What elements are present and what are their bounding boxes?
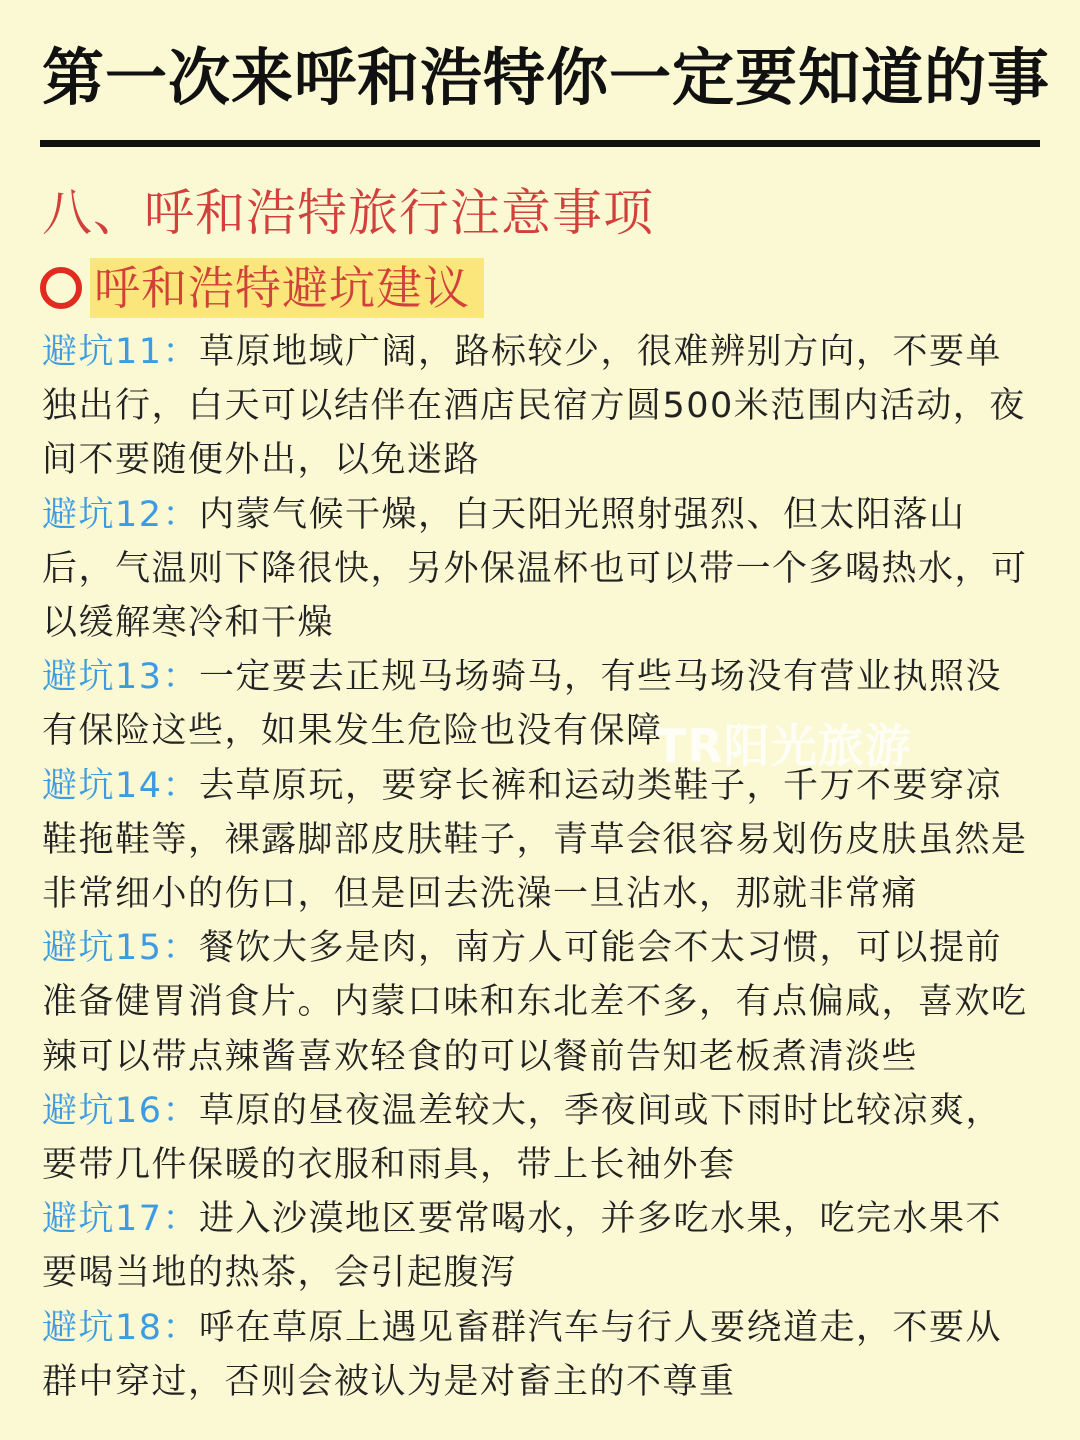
red-circle-icon xyxy=(40,267,82,309)
tip-text: 草原的昼夜温差较大，季夜间或下雨时比较凉爽，要带几件保暖的衣服和雨具，带上长袖外套 xyxy=(42,1090,1003,1186)
title-divider xyxy=(40,140,1040,147)
tip-label: 避坑15： xyxy=(42,928,200,969)
tip-text: 内蒙气候干燥，白天阳光照射强烈、但太阳落山后，气温则下降很快，另外保温杯也可以带一个多喝热水，可以缓解寒冷和干燥 xyxy=(42,494,1028,644)
tip-item xyxy=(42,1084,1038,1192)
tip-label: 避坑18： xyxy=(42,1307,200,1348)
tip-text: 餐饮大多是肉，南方人可能会不太习惯，可以提前准备健胃消食片。内蒙口味和东北差不多，有点偏咸，喜欢吃辣可以带点辣酱喜欢轻食的可以餐前告知老板煮清淡些 xyxy=(42,928,1028,1077)
tips-list xyxy=(42,325,1038,1409)
tip-item xyxy=(42,1192,1038,1300)
tip-label: 避坑16： xyxy=(42,1090,200,1131)
tip-item xyxy=(42,759,1038,922)
tip-item xyxy=(42,325,1038,488)
page-title: 第一次来呼和浩特你一定要知道的事 xyxy=(42,41,1051,114)
section-heading: 八、呼和浩特旅行注意事项 xyxy=(42,184,654,242)
watermark: TR阳光旅游 xyxy=(655,719,912,773)
tip-text: 草原地域广阔，路标较少，很难辨别方向，不要单独出行，白天可以结伴在酒店民宿方圆500米范围内活动，夜间不要随便外出，以免迷路 xyxy=(42,332,1026,481)
subsection-heading xyxy=(40,258,484,318)
tip-text: 呼在草原上遇见畜群汽车与行人要绕道走，不要从群中穿过，否则会被认为是对畜主的不尊重 xyxy=(42,1307,1003,1402)
tip-text: 一定要去正规马场骑马，有些马场没有营业执照没有保险这些，如果发生危险也没有保障 xyxy=(42,657,1003,752)
tip-label: 避坑14： xyxy=(42,765,200,806)
tip-label: 避坑11： xyxy=(42,332,200,372)
tip-item xyxy=(42,488,1038,651)
tip-text: 去草原玩，要穿长裤和运动类鞋子，千万不要穿凉鞋拖鞋等，裸露脚部皮肤鞋子，青草会很容易划伤皮肤虽然是非常细小的伤口，但是回去洗澡一旦沾水，那就非常痛 xyxy=(42,765,1028,915)
tip-text: 进入沙漠地区要常喝水，并多吃水果，吃完水果不要喝当地的热茶，会引起腹泻 xyxy=(42,1199,1003,1294)
subsection-label: 呼和浩特避坑建议 xyxy=(90,258,484,318)
tip-item xyxy=(42,921,1038,1084)
tip-label: 避坑12： xyxy=(42,494,200,535)
tip-label: 避坑17： xyxy=(42,1199,200,1240)
tip-item xyxy=(42,1301,1038,1409)
tip-label: 避坑13： xyxy=(42,657,200,698)
